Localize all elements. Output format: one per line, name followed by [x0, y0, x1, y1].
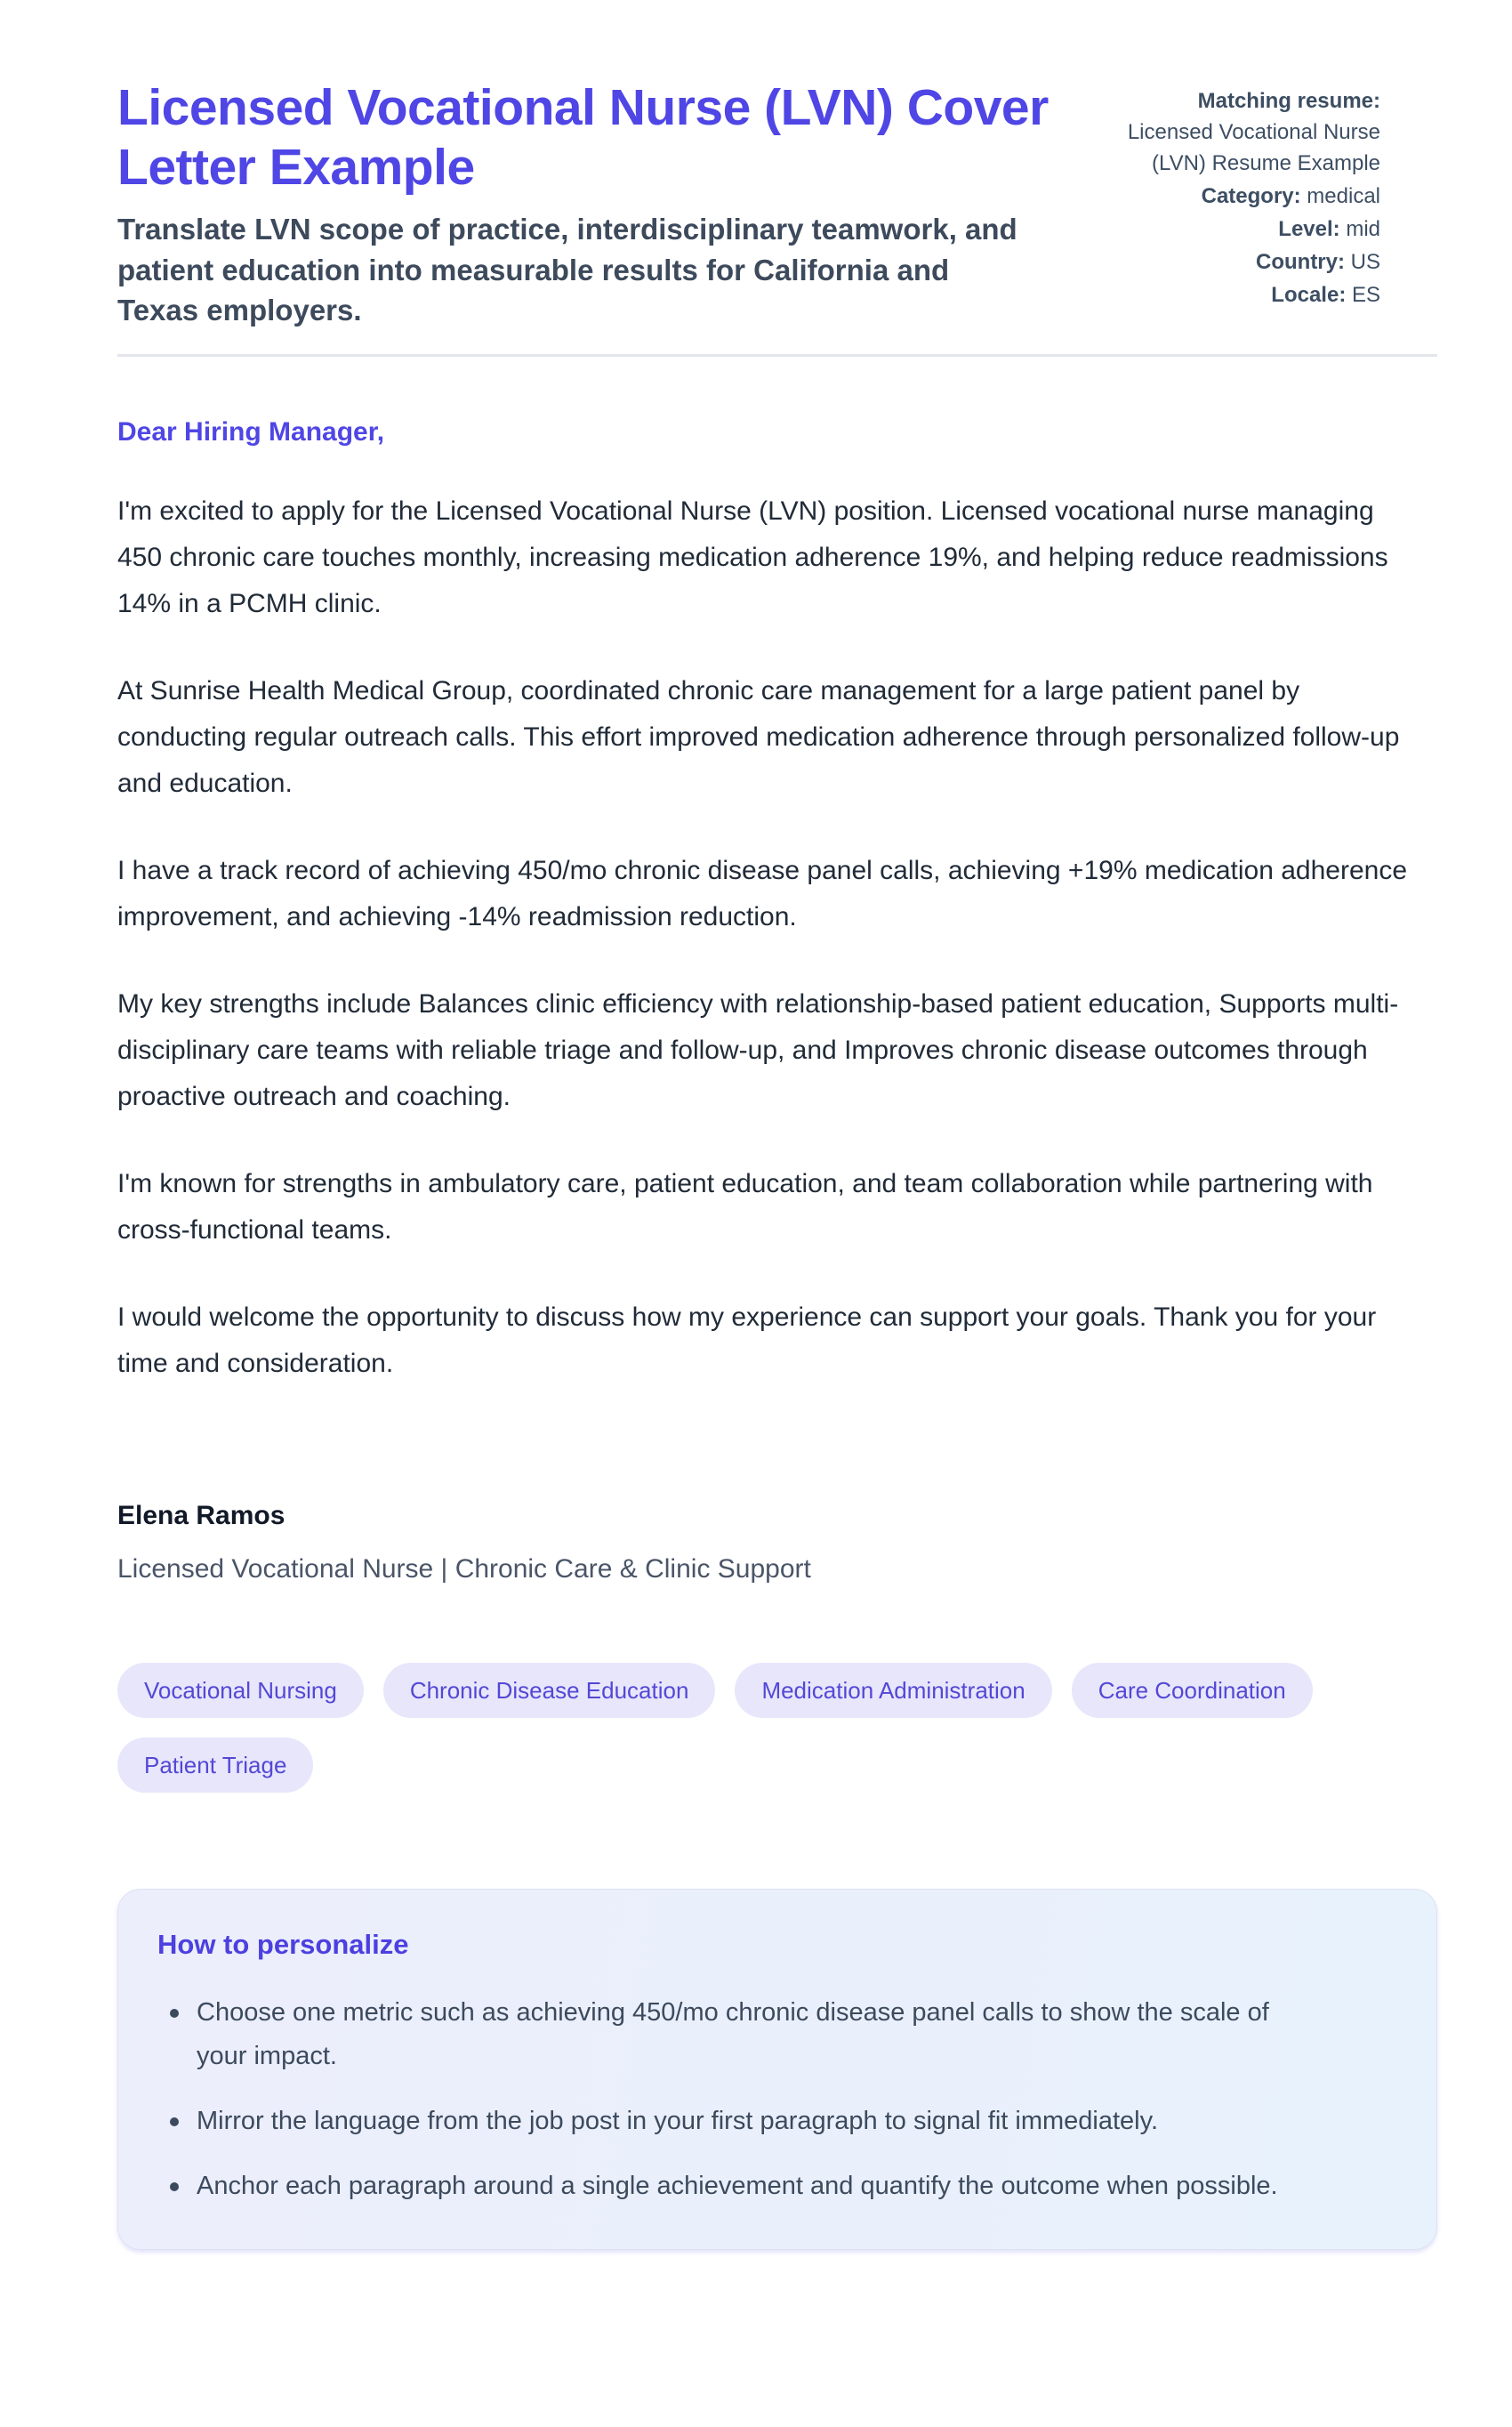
- page-subtitle: Translate LVN scope of practice, interdisciplinary teamwork, and patient education into measurable results for California and Texas employers.: [117, 213, 1017, 327]
- meta-field-value: ES: [1351, 283, 1380, 307]
- skill-tag-pill[interactable]: Care Coordination: [1072, 1663, 1313, 1718]
- meta-field-label: Level:: [1278, 217, 1347, 241]
- letter-paragraph: I'm known for strengths in ambulatory care, patient education, and team collaboration while partnering with cross-functional teams.: [117, 1168, 1373, 1245]
- meta-field-value: mid: [1346, 217, 1380, 241]
- header-title-block: [117, 78, 1069, 331]
- meta-matching-resume-label: Matching resume:: [1197, 89, 1380, 113]
- letter-paragraph: My key strengths include Balances clinic efficiency with relationship-based patient education, Supports multi-disciplinary care teams with reliable triage and follow-up, and Improves chronic disease outcomes through proactive outreach and coaching.: [117, 988, 1399, 1111]
- meta-field-row: [1117, 181, 1380, 212]
- skill-tag-pill[interactable]: Medication Administration: [735, 1663, 1051, 1718]
- meta-field-row: [1117, 279, 1380, 310]
- tips-card-title: How to personalize: [157, 1928, 409, 1960]
- meta-field-value: US: [1350, 250, 1380, 274]
- tips-list-item: Anchor each paragraph around a single achievement and quantify the outcome when possible.: [157, 2165, 1323, 2208]
- header-divider: [117, 354, 1437, 357]
- page-title: Licensed Vocational Nurse (LVN) Cover Letter Example: [117, 79, 1049, 196]
- letter-paragraph: At Sunrise Health Medical Group, coordinated chronic care management for a large patient panel by conducting regular outreach calls. This effort improved medication adherence through personalized follow-up and education.: [117, 675, 1400, 798]
- meta-matching-resume-value: Licensed Vocational Nurse (LVN) Resume Example: [1127, 120, 1380, 175]
- letter-greeting: Dear Hiring Manager,: [117, 416, 385, 447]
- meta-field-label: Country:: [1256, 250, 1351, 274]
- signature-name: Elena Ramos: [117, 1500, 286, 1530]
- meta-field-row: [1117, 214, 1380, 245]
- skill-tag-pill[interactable]: Patient Triage: [117, 1738, 313, 1793]
- meta-field-label: Category:: [1201, 184, 1307, 208]
- tips-list: [157, 1991, 1387, 2208]
- letter-body: [117, 488, 1437, 1387]
- meta-field-row: [1117, 246, 1380, 278]
- meta-field-value: medical: [1307, 184, 1380, 208]
- meta-fields: [1117, 181, 1380, 310]
- meta-matching-resume: [1117, 85, 1380, 179]
- tips-list-item: Choose one metric such as achieving 450/mo chronic disease panel calls to show the scale of your impact.: [157, 1991, 1323, 2078]
- header: [117, 78, 1437, 331]
- signature-role: Licensed Vocational Nurse | Chronic Care & Clinic Support: [117, 1553, 811, 1584]
- meta-block: [1117, 78, 1437, 310]
- letter-paragraph: I'm excited to apply for the Licensed Vocational Nurse (LVN) position. Licensed vocational nurse managing 450 chronic care touches monthly, increasing medication adherence 19%, and helping reduce readmissions 14% in a PCMH clinic.: [117, 496, 1388, 618]
- skill-tag-pill[interactable]: Vocational Nursing: [117, 1663, 364, 1718]
- tips-card: [117, 1889, 1437, 2250]
- skill-tags: [117, 1663, 1327, 1793]
- tips-list-item: Mirror the language from the job post in your first paragraph to signal fit immediately.: [157, 2100, 1323, 2143]
- meta-field-label: Locale:: [1271, 283, 1352, 307]
- skill-tag-pill[interactable]: Chronic Disease Education: [383, 1663, 716, 1718]
- letter-paragraph: I have a track record of achieving 450/mo chronic disease panel calls, achieving +19% medication adherence improvement, and achieving -14% readmission reduction.: [117, 855, 1408, 931]
- letter-paragraph: I would welcome the opportunity to discuss how my experience can support your goals. Thank you for your time and consideration.: [117, 1302, 1377, 1378]
